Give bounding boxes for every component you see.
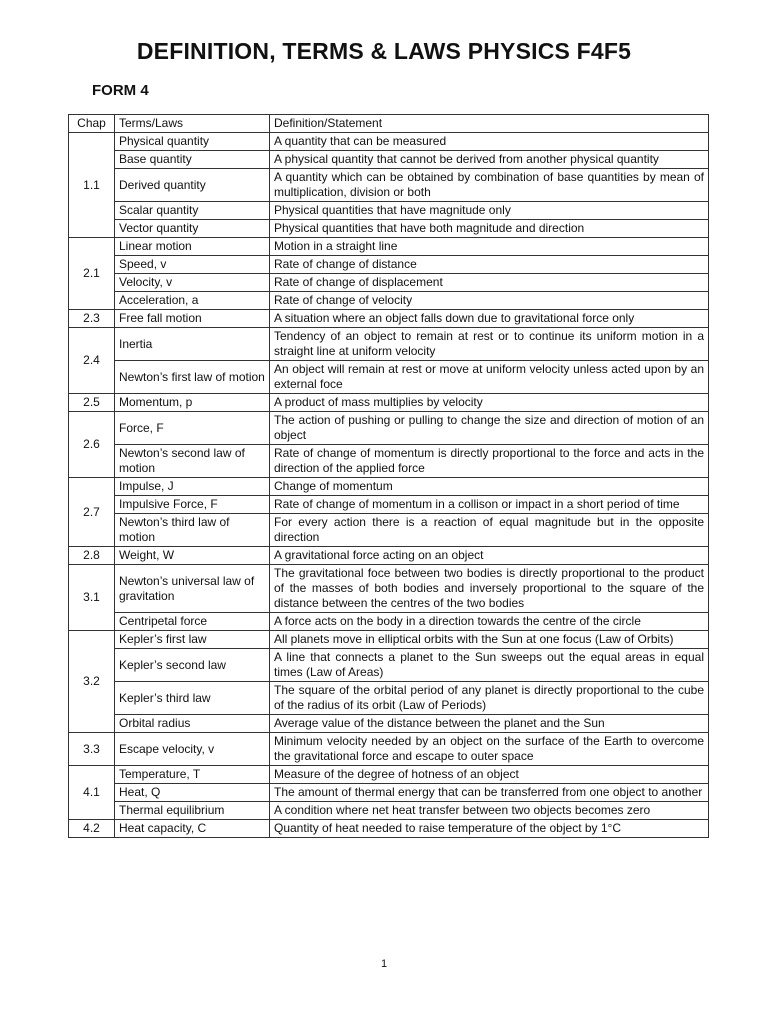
term-cell: Force, F <box>115 412 270 445</box>
table-row <box>69 202 709 220</box>
term-cell: Heat, Q <box>115 784 270 802</box>
chapter-cell: 2.4 <box>69 328 115 394</box>
term-cell: Linear motion <box>115 238 270 256</box>
table-row <box>69 649 709 682</box>
table-row <box>69 361 709 394</box>
table-row <box>69 169 709 202</box>
definition-cell: A condition where net heat transfer between two objects becomes zero <box>270 802 709 820</box>
term-cell: Scalar quantity <box>115 202 270 220</box>
definition-cell: Rate of change of distance <box>270 256 709 274</box>
definition-cell: A quantity which can be obtained by combination of base quantities by mean of multiplication, division or both <box>270 169 709 202</box>
definition-cell: Rate of change of velocity <box>270 292 709 310</box>
term-cell: Impulsive Force, F <box>115 496 270 514</box>
definition-cell: A product of mass multiplies by velocity <box>270 394 709 412</box>
definition-cell: The amount of thermal energy that can be transferred from one object to another <box>270 784 709 802</box>
chapter-cell: 2.3 <box>69 310 115 328</box>
definition-cell: Quantity of heat needed to raise temperature of the object by 1°C <box>270 820 709 838</box>
document-title: DEFINITION, TERMS & LAWS PHYSICS F4F5 <box>136 38 632 64</box>
definition-cell: A situation where an object falls down due to gravitational force only <box>270 310 709 328</box>
definition-cell: Average value of the distance between the planet and the Sun <box>270 715 709 733</box>
term-cell: Temperature, T <box>115 766 270 784</box>
term-cell: Momentum, p <box>115 394 270 412</box>
section-heading: FORM 4 <box>92 82 149 99</box>
table-row <box>69 256 709 274</box>
term-cell: Velocity, v <box>115 274 270 292</box>
table-row <box>69 133 709 151</box>
table-row <box>69 220 709 238</box>
chapter-cell: 2.1 <box>69 238 115 310</box>
term-cell: Physical quantity <box>115 133 270 151</box>
table-row <box>69 238 709 256</box>
term-cell: Free fall motion <box>115 310 270 328</box>
table-row <box>69 682 709 715</box>
table-row <box>69 328 709 361</box>
term-cell: Heat capacity, C <box>115 820 270 838</box>
chapter-cell: 3.3 <box>69 733 115 766</box>
header-term: Terms/Laws <box>115 115 270 133</box>
definition-cell: Rate of change of momentum is directly proportional to the force and acts in the direction of the applied force <box>270 445 709 478</box>
definition-cell: The gravitational foce between two bodies is directly proportional to the product of the masses of both bodies and inversely proportional to the square of the distance between the centres of the two bodies <box>270 565 709 613</box>
header-definition: Definition/Statement <box>270 115 709 133</box>
term-cell: Impulse, J <box>115 478 270 496</box>
table-row <box>69 547 709 565</box>
definition-cell: An object will remain at rest or move at uniform velocity unless acted upon by an external foce <box>270 361 709 394</box>
term-cell: Newton’s third law of motion <box>115 514 270 547</box>
term-cell: Newton’s universal law of gravitation <box>115 565 270 613</box>
definition-cell: A line that connects a planet to the Sun sweeps out the equal areas in equal times (Law of Areas) <box>270 649 709 682</box>
term-cell: Acceleration, a <box>115 292 270 310</box>
table-row <box>69 766 709 784</box>
term-cell: Thermal equilibrium <box>115 802 270 820</box>
term-cell: Vector quantity <box>115 220 270 238</box>
table-row <box>69 514 709 547</box>
page-number: 1 <box>380 958 388 970</box>
term-cell: Kepler’s first law <box>115 631 270 649</box>
term-cell: Newton’s first law of motion <box>115 361 270 394</box>
chapter-cell: 2.5 <box>69 394 115 412</box>
definition-cell: Rate of change of momentum in a collison or impact in a short period of time <box>270 496 709 514</box>
term-cell: Weight, W <box>115 547 270 565</box>
chapter-cell: 2.6 <box>69 412 115 478</box>
table-row <box>69 151 709 169</box>
definition-cell: Physical quantities that have both magnitude and direction <box>270 220 709 238</box>
table-row <box>69 445 709 478</box>
definition-cell: Measure of the degree of hotness of an object <box>270 766 709 784</box>
chapter-cell: 3.1 <box>69 565 115 631</box>
term-cell: Kepler’s third law <box>115 682 270 715</box>
definition-cell: A physical quantity that cannot be derived from another physical quantity <box>270 151 709 169</box>
definition-cell: Minimum velocity needed by an object on the surface of the Earth to overcome the gravitational force and escape to outer space <box>270 733 709 766</box>
definition-cell: Change of momentum <box>270 478 709 496</box>
table-row <box>69 565 709 613</box>
chapter-cell: 3.2 <box>69 631 115 733</box>
chapter-cell: 4.2 <box>69 820 115 838</box>
table-row <box>69 613 709 631</box>
chapter-cell: 1.1 <box>69 133 115 238</box>
table-body <box>69 133 709 838</box>
term-cell: Newton’s second law of motion <box>115 445 270 478</box>
definition-cell: A force acts on the body in a direction towards the centre of the circle <box>270 613 709 631</box>
definition-cell: For every action there is a reaction of equal magnitude but in the opposite direction <box>270 514 709 547</box>
chapter-cell: 4.1 <box>69 766 115 820</box>
table-row <box>69 733 709 766</box>
table-row <box>69 496 709 514</box>
definition-cell: Physical quantities that have magnitude only <box>270 202 709 220</box>
table-row <box>69 784 709 802</box>
table-row <box>69 292 709 310</box>
definition-cell: The action of pushing or pulling to change the size and direction of motion of an object <box>270 412 709 445</box>
table-row <box>69 310 709 328</box>
definitions-table <box>68 114 709 838</box>
definition-cell: A gravitational force acting on an object <box>270 547 709 565</box>
table-row <box>69 715 709 733</box>
table-row <box>69 412 709 445</box>
chapter-cell: 2.8 <box>69 547 115 565</box>
term-cell: Speed, v <box>115 256 270 274</box>
term-cell: Orbital radius <box>115 715 270 733</box>
term-cell: Escape velocity, v <box>115 733 270 766</box>
definition-cell: Motion in a straight line <box>270 238 709 256</box>
table-row <box>69 394 709 412</box>
chapter-cell: 2.7 <box>69 478 115 547</box>
table-row <box>69 478 709 496</box>
table-header-row <box>69 115 709 133</box>
term-cell: Kepler’s second law <box>115 649 270 682</box>
table-row <box>69 820 709 838</box>
definition-cell: The square of the orbital period of any planet is directly proportional to the cube of the radius of its orbit (Law of Periods) <box>270 682 709 715</box>
table-row <box>69 631 709 649</box>
term-cell: Centripetal force <box>115 613 270 631</box>
term-cell: Derived quantity <box>115 169 270 202</box>
header-chap: Chap <box>69 115 115 133</box>
table-row <box>69 274 709 292</box>
term-cell: Inertia <box>115 328 270 361</box>
definition-cell: Tendency of an object to remain at rest or to continue its uniform motion in a straight line at uniform velocity <box>270 328 709 361</box>
definition-cell: A quantity that can be measured <box>270 133 709 151</box>
table-row <box>69 802 709 820</box>
definition-cell: All planets move in elliptical orbits with the Sun at one focus (Law of Orbits) <box>270 631 709 649</box>
term-cell: Base quantity <box>115 151 270 169</box>
definition-cell: Rate of change of displacement <box>270 274 709 292</box>
